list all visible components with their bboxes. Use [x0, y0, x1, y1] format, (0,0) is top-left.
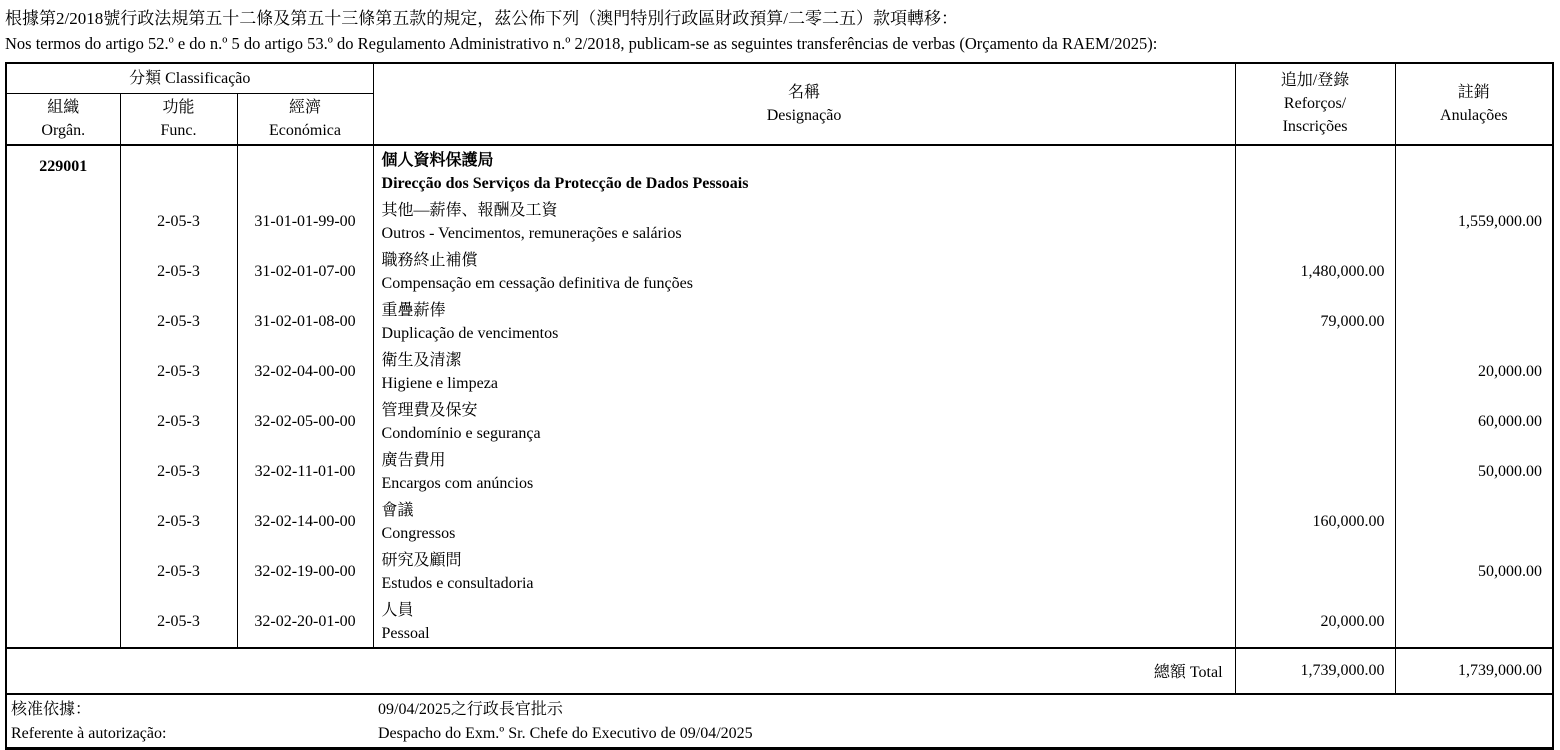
reforcos-cell	[1235, 347, 1395, 397]
econ-code-cell: 31-02-01-08-00	[237, 297, 373, 347]
total-anulacoes: 1,739,000.00	[1395, 648, 1553, 694]
designation-header	[373, 63, 1235, 145]
econ-code-cell: 32-02-11-01-00	[237, 447, 373, 497]
org-code-cell	[6, 597, 120, 648]
organization-code: 229001	[6, 145, 120, 197]
table-header	[6, 63, 1553, 145]
anulacoes-cell	[1395, 497, 1553, 547]
designation-cell	[373, 347, 1235, 397]
organic-header	[6, 93, 120, 145]
table-row	[6, 247, 1553, 297]
intro-line-zh: 根據第2/2018號行政法規第五十二條及第五十三條第五款的規定，茲公佈下列（澳門特別行政區財政預算/二零二五）款項轉移：	[5, 9, 958, 28]
reforcos-cell	[1235, 447, 1395, 497]
table-row	[6, 497, 1553, 547]
org-code-cell	[6, 347, 120, 397]
classification-header: 分類 Classificação	[6, 63, 373, 93]
designation-cell	[373, 197, 1235, 247]
designation-pt: Condomínio e segurança	[381, 424, 541, 442]
econ-code-cell: 32-02-20-01-00	[237, 597, 373, 648]
anulacoes-cell	[1395, 597, 1553, 648]
organic-header-zh: 組織	[47, 98, 80, 116]
designation-header-pt: Designação	[766, 106, 842, 124]
economic-header-pt: Económica	[269, 121, 341, 139]
reforcos-cell	[1235, 547, 1395, 597]
designation-pt: Congressos	[381, 524, 456, 542]
designation-pt: Estudos e consultadoria	[381, 574, 534, 592]
anulacoes-cell: 50,000.00	[1395, 547, 1553, 597]
designation-zh: 衛生及清潔	[381, 351, 462, 369]
reforcos-cell: 79,000.00	[1235, 297, 1395, 347]
table-row	[6, 597, 1553, 648]
designation-zh: 管理費及保安	[381, 401, 478, 419]
reinforcements-header-pt1: Reforços/	[1283, 95, 1347, 113]
econ-code-cell: 32-02-14-00-00	[237, 497, 373, 547]
designation-header-zh: 名稱	[788, 83, 821, 101]
designation-cell	[373, 397, 1235, 447]
econ-code-cell: 31-01-01-99-00	[237, 197, 373, 247]
func-code-cell: 2-05-3	[120, 597, 237, 648]
designation-pt: Duplicação de vencimentos	[381, 324, 559, 342]
authorization-label-pt: Referente à autorização:	[11, 724, 167, 742]
func-code-cell: 2-05-3	[120, 397, 237, 447]
reforcos-cell	[1235, 397, 1395, 447]
table-row	[6, 447, 1553, 497]
cancellations-header-zh: 註銷	[1457, 83, 1490, 101]
func-code-cell: 2-05-3	[120, 497, 237, 547]
reinforcements-header-zh: 追加/登錄	[1280, 72, 1350, 90]
econ-code-cell	[237, 145, 373, 197]
designation-pt: Encargos com anúncios	[381, 474, 534, 492]
organization-name-pt: Direcção dos Serviços da Protecção de Dados Pessoais	[381, 174, 749, 192]
designation-pt: Outros - Vencimentos, remunerações e salários	[381, 224, 682, 242]
designation-zh: 會議	[381, 501, 414, 519]
anulacoes-cell: 50,000.00	[1395, 447, 1553, 497]
designation-zh: 人員	[381, 601, 414, 619]
org-code-cell	[6, 197, 120, 247]
organization-name-cell	[373, 145, 1235, 197]
cancellations-header	[1395, 63, 1553, 145]
reforcos-cell: 160,000.00	[1235, 497, 1395, 547]
table-body	[6, 145, 1553, 694]
designation-cell	[373, 247, 1235, 297]
organic-header-pt: Orgân.	[41, 121, 86, 139]
org-code-cell	[6, 397, 120, 447]
designation-cell	[373, 447, 1235, 497]
table-row	[6, 547, 1553, 597]
authorization-value	[378, 698, 1552, 746]
designation-pt: Compensação em cessação definitiva de funções	[381, 274, 693, 292]
designation-zh: 職務終止補償	[381, 251, 478, 269]
func-code-cell: 2-05-3	[120, 247, 237, 297]
designation-zh: 廣告費用	[381, 451, 446, 469]
reinforcements-header-pt2: Inscrições	[1282, 118, 1348, 136]
designation-zh: 重疊薪俸	[381, 301, 446, 319]
table-row	[6, 297, 1553, 347]
func-code-cell	[120, 145, 237, 197]
designation-cell	[373, 497, 1235, 547]
reforcos-cell	[1235, 145, 1395, 197]
total-label: 總額 Total	[6, 648, 1235, 694]
designation-cell	[373, 297, 1235, 347]
functional-header-pt: Func.	[160, 121, 197, 139]
designation-zh: 其他—薪俸、報酬及工資	[381, 201, 558, 219]
functional-header-zh: 功能	[162, 98, 195, 116]
reforcos-cell: 1,480,000.00	[1235, 247, 1395, 297]
org-code-cell	[6, 447, 120, 497]
authorization-value-pt: Despacho do Exm.º Sr. Chefe do Executivo de 09/04/2025	[378, 724, 753, 742]
budget-transfer-table	[5, 62, 1554, 750]
anulacoes-cell: 60,000.00	[1395, 397, 1553, 447]
anulacoes-cell: 20,000.00	[1395, 347, 1553, 397]
designation-cell	[373, 547, 1235, 597]
func-code-cell: 2-05-3	[120, 547, 237, 597]
designation-cell	[373, 597, 1235, 648]
func-code-cell: 2-05-3	[120, 297, 237, 347]
functional-header	[120, 93, 237, 145]
anulacoes-cell: 1,559,000.00	[1395, 197, 1553, 247]
organization-name-zh: 個人資料保護局	[381, 151, 494, 169]
org-code-cell	[6, 247, 120, 297]
authorization-label	[7, 698, 378, 746]
func-code-cell: 2-05-3	[120, 197, 237, 247]
designation-zh: 研究及顧問	[381, 551, 462, 569]
total-row	[6, 648, 1553, 694]
total-reforcos: 1,739,000.00	[1235, 648, 1395, 694]
organization-row	[6, 145, 1553, 197]
economic-header	[237, 93, 373, 145]
func-code-cell: 2-05-3	[120, 447, 237, 497]
cancellations-header-pt: Anulações	[1440, 106, 1508, 124]
org-code-cell	[6, 547, 120, 597]
designation-pt: Pessoal	[381, 624, 430, 642]
anulacoes-cell	[1395, 247, 1553, 297]
reinforcements-header	[1235, 63, 1395, 145]
econ-code-cell: 32-02-04-00-00	[237, 347, 373, 397]
designation-pt: Higiene e limpeza	[381, 374, 498, 392]
func-code-cell: 2-05-3	[120, 347, 237, 397]
authorization-value-zh: 09/04/2025之行政長官批示	[378, 700, 563, 718]
econ-code-cell: 32-02-05-00-00	[237, 397, 373, 447]
table-row	[6, 397, 1553, 447]
header-row-classification	[6, 63, 1553, 93]
org-code-cell	[6, 297, 120, 347]
anulacoes-cell	[1395, 297, 1553, 347]
org-code-cell	[6, 497, 120, 547]
anulacoes-cell	[1395, 145, 1553, 197]
table-row	[6, 197, 1553, 247]
authorization-label-zh: 核准依據：	[11, 700, 92, 718]
econ-code-cell: 31-02-01-07-00	[237, 247, 373, 297]
intro-line-pt: Nos termos do artigo 52.º e do n.º 5 do artigo 53.º do Regulamento Administrativo n.º 2/2018, publicam-se as seguintes transferências de verbas (Orçamento da RAEM/2025):	[5, 34, 1158, 53]
reforcos-cell: 20,000.00	[1235, 597, 1395, 648]
table-row	[6, 347, 1553, 397]
econ-code-cell: 32-02-19-00-00	[237, 547, 373, 597]
economic-header-zh: 經濟	[289, 98, 322, 116]
reforcos-cell	[1235, 197, 1395, 247]
